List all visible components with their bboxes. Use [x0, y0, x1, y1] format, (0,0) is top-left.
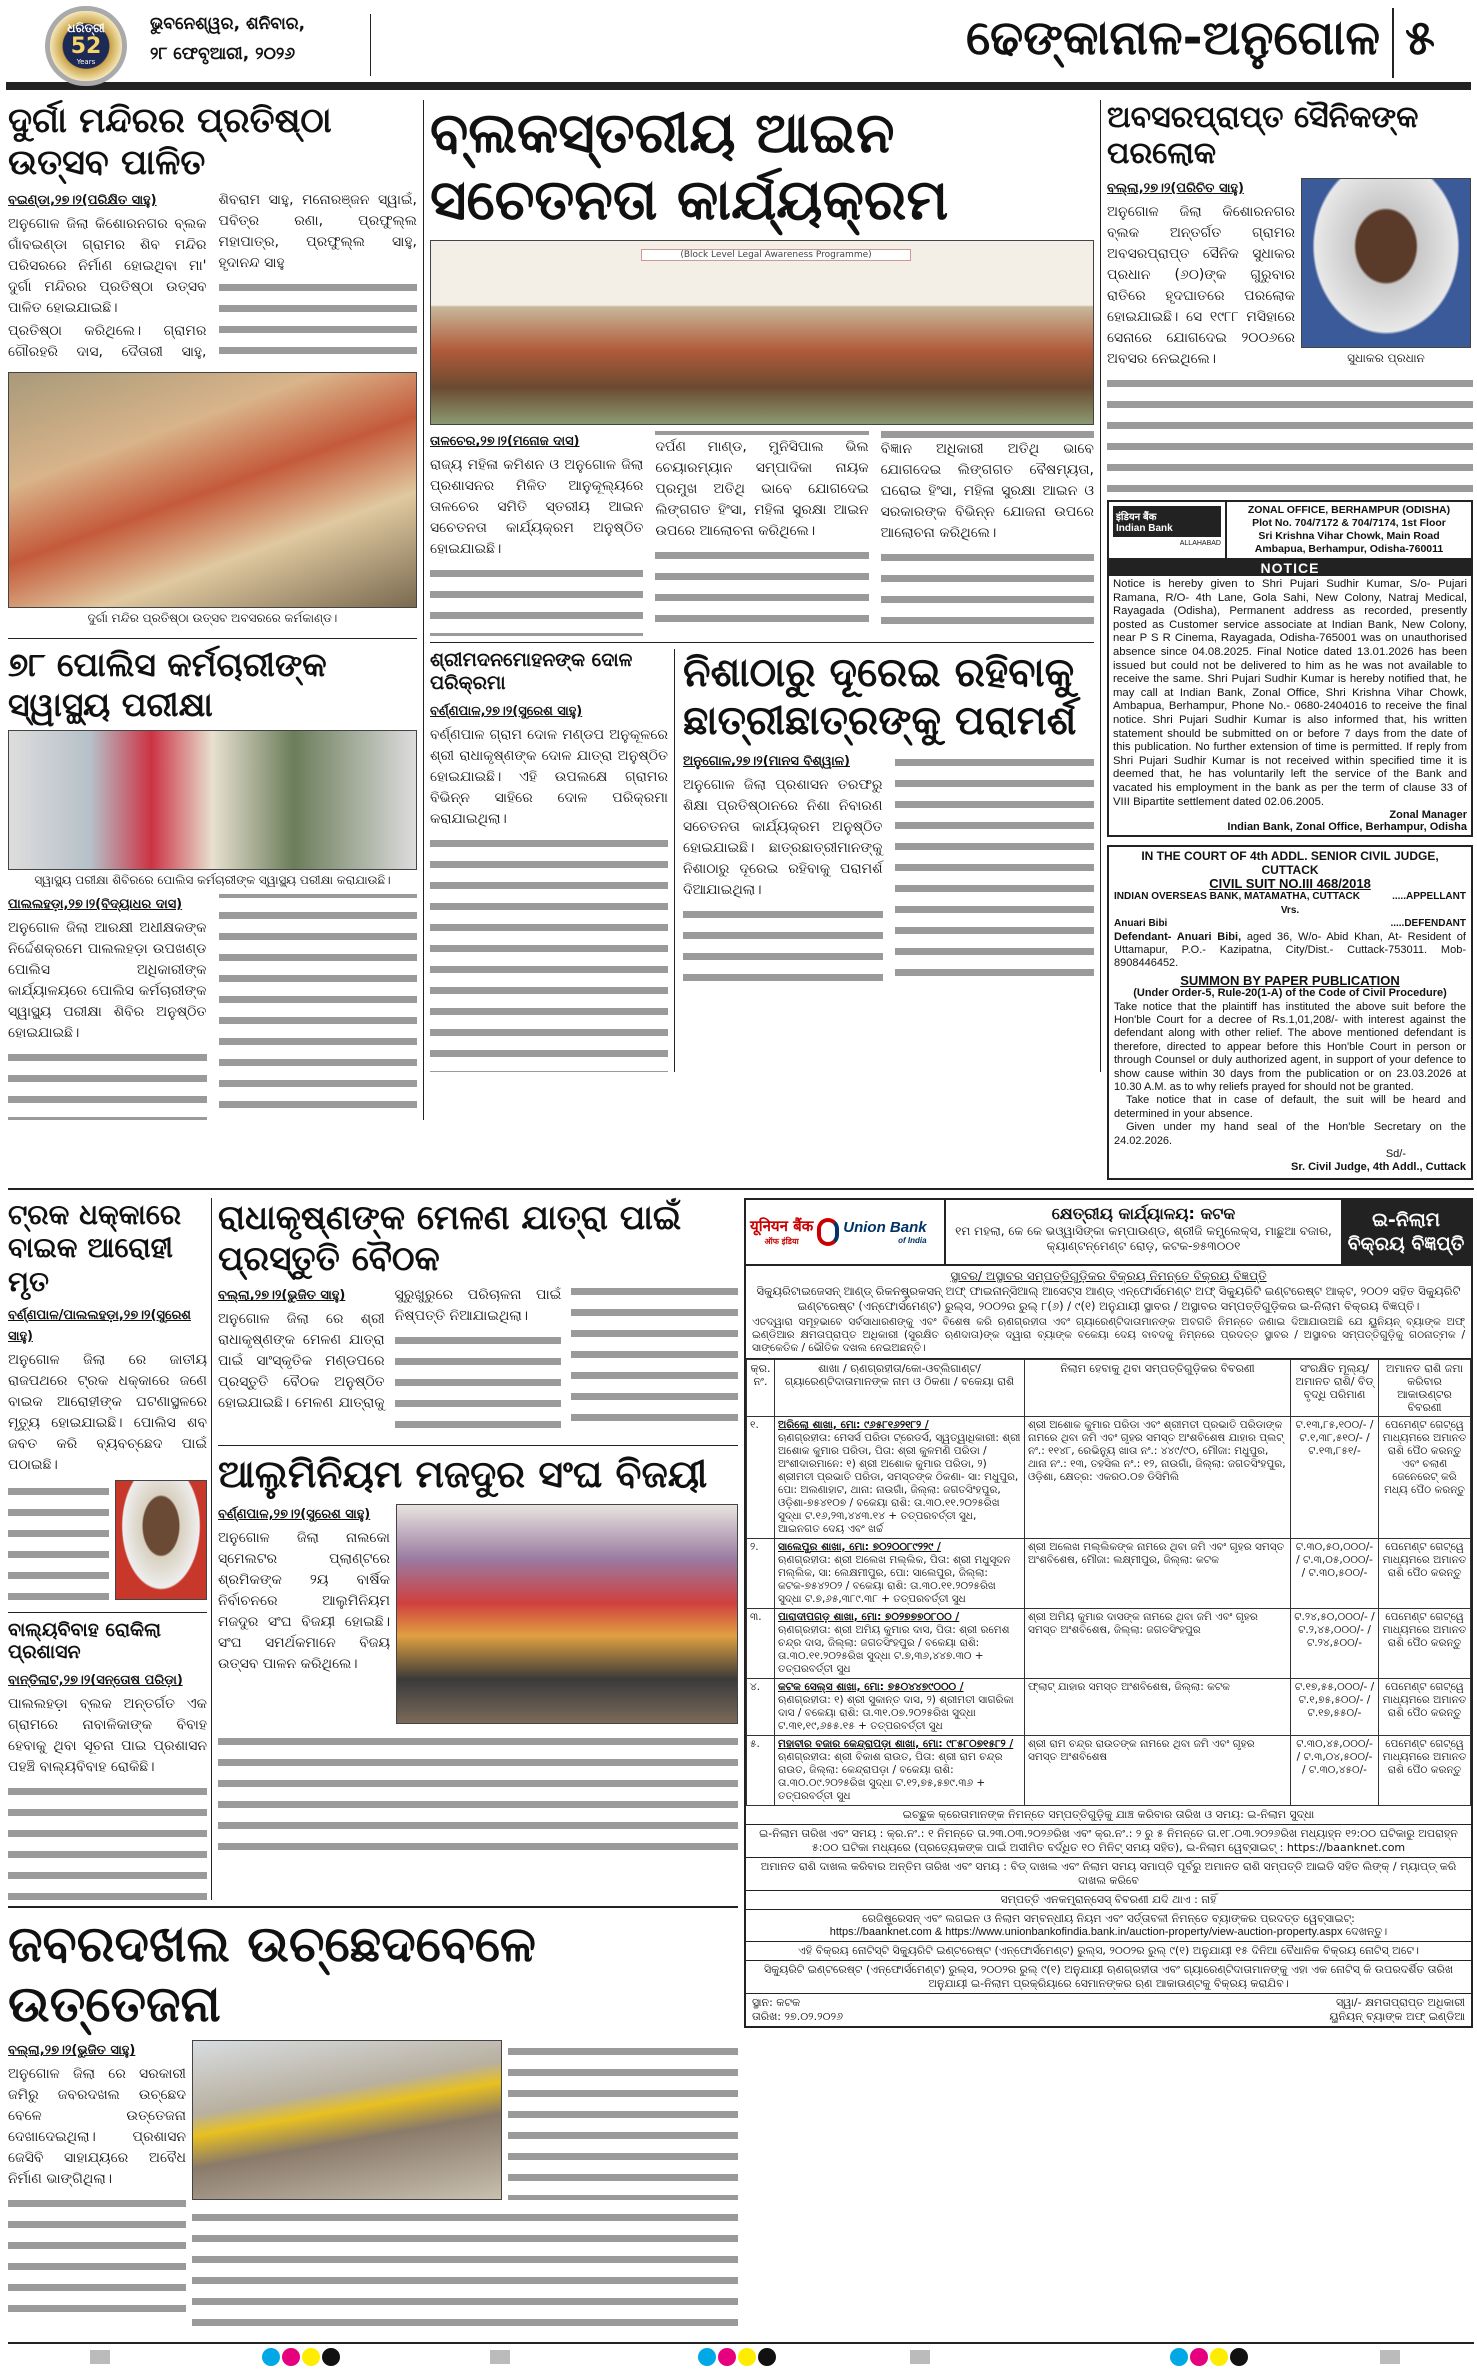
section-title: ଢେଙ୍କାନାଳ-ଅନୁଗୋଳ [965, 10, 1380, 66]
article-balya: ବାନ୍ତିଲାଟ,୨୭।୨(ସନ୍ତୋଷ ପରିଡ଼ା) ପାଲଲହଡ଼ା ବ୍ଲକ ଅନ୍ତର୍ଗତ ଏକ ଗ୍ରାମରେ ନାବାଳିକାଙ୍କ ବିବାହ ହେବାକୁ ଥିବା ସୂଚନା ପାଇ ପ୍ରଶାସନ ପହଞ୍ଚି ବାଲ୍ୟବିବାହ ରୋକିଛି। [8, 1670, 207, 1900]
property-details: ଶ୍ରୀ ରାମ ଚନ୍ଦ୍ର ରାଉତଙ୍କ ନାମରେ ଥିବା ଜମି ଏବଂ ଗୃହର ସମସ୍ତ ଅଂଶବିଶେଷ [1025, 1735, 1291, 1805]
top-band [0, 92, 1477, 1180]
article-legal: ତାଳଚେର,୨୭।୨(ମନୋଜ ଦାସ) ରାଜ୍ୟ ମହିଳା କମିଶନ ଓ ଅନୁଗୋଳ ଜିଲା ପ୍ରଶାସନର ମିଳିତ ଆନୁକୂଲ୍ୟରେ ତାଳଚେର ସମିତି ସ୍ତରୀୟ ଆଇନ ସଚେତନତା କାର୍ଯ୍ୟକ୍ରମ ଅନୁଷ୍ଠିତ ହୋଇଯାଇଛି। ଦର୍ପଣ ମାଣ୍ଡ, ମୁନିସିପାଲ ଭିଲ ଚେୟାରମ୍ୟାନ ସମ୍ପାଦିକା ନାୟକ ପ୍ରମୁଖ ଅତିଥି ଭାବେ ଯୋଗଦେଇ ଲିଙ୍ଗଗତ ହିଂସା, ମହିଳା ସୁରକ୍ଷା ଆଇନ ଉପରେ ଆଲୋଚନା କରିଥିଲେ। ବିଜ୍ଞାନ ଅଧିକାରୀ ଅତିଥି ଭାବେ ଯୋଗଦେଇ ଲିଙ୍ଗଗତ ବୈଷମ୍ୟତା, ଘରୋଇ ହିଂସା, ମହିଳା ସୁରକ୍ଷା ଆଇନ ଓ ସରକାରଙ୍କ ବିଭିନ୍ନ ଯୋଜନା ଉପରେ ଆଲୋଚନା କରିଥିଲେ। [430, 431, 1094, 636]
auction-row: ୩. ପାରାଦୀପଗଡ଼ ଶାଖା, ମୋ: ୭୦୨୭୭୭୦୮୦୦ / ଋଣଗ୍ରହୀତା: ଶ୍ରୀ ଅମିୟ କୁମାର ଦାସ, ପିତା: ଶ୍ରୀ ରମେଶ ଚନ୍ଦ୍ର ଦାସ, ଜିଲ୍ଲା: ଜଗତସିଂହପୁର / ବକେୟା ରାଶି: ତା.୩୦.୧୧.୨୦୨୫ରିଖ ସୁଦ୍ଧା ଟ.୭,୩୬,୪୪୭.୩୦ + ତତ୍ପରବର୍ତ୍ତୀ ସୁଧ ଶ୍ରୀ ଅମିୟ କୁମାର ଦାସଙ୍କ ନାମରେ ଥିବା ଜମି ଏବଂ ଗୃହର ସମସ୍ତ ଅଂଶବିଶେଷ, ଜିଲ୍ଲା: ଜଗତସିଂହପୁର ଟ.୨୪,୫୦,୦୦୦/- / ଟ.୨,୪୫,୦୦୦/- / ଟ.୨୪,୫୦୦/- ପେମେଣ୍ଟ ଗେଟ୍‌ୱେ ମାଧ୍ୟମରେ ଅମାନତ ରାଶି ପୈଠ କରନ୍ତୁ [747, 1608, 1471, 1678]
headline-alu: ଆଲୁମିନିୟମ ମଜଦୁର ସଂଘ ବିଜୟୀ [218, 1452, 708, 1497]
article-durga: ବଇଣ୍ଡା,୨୭।୨(ପରିକ୍ଷିତ ସାହୁ) ଅନୁଗୋଳ ଜିଲା କିଶୋରନଗର ବ୍ଲକ ଗାଁବଇଣ୍ଡା ଗ୍ରାମର ଶିବ ମନ୍ଦିର ପରିସରରେ ନିର୍ମାଣ ହୋଇଥିବା ମା' ଦୁର୍ଗା ମନ୍ଦିରର ପ୍ରତିଷ୍ଠା ଉତ୍ସବ ପାଳିତ ହୋଇଯାଇଛି। ପ୍ରତିଷ୍ଠା କରିଥିଲେ। ଗ୍ରାମର ଗୌରହରି ଦାସ, ଦୈତାରୀ ସାହୁ, ଶିବରାମ ସାହୁ, ମନୋରଞ୍ଜନ ସ୍ୱାଇଁ, ପବିତ୍ର ରଣା, ପ୍ରଫୁଲ୍ଲ ମହାପାତ୍ର, ପ୍ରଫୁଲ୍ଲ ସାହୁ, ହୃଦାନନ୍ଦ ସାହୁ [8, 190, 417, 366]
caption-soldier: ସୁଧାକର ପ୍ରଧାନ [1347, 351, 1425, 365]
union-bank-auction-notice: यूनियन बैंक ऑफ इंडिया Union Bank of India କ୍ଷେତ୍ରୀୟ କାର୍ଯ୍ୟାଳୟ: କଟକ ୧ମ ମହଲା, କେ କେ ଭଓ୍ୱାସିଙ୍କା କମ୍ପାଉଣ୍ଡ, ଶ୍ରୀଜି କମ୍ପ୍ଲେକ୍ସ, ମାଛୁଆ ବଜାର, କ୍ୟାଣ୍ଟନ୍‌ମେଣ୍ଟ ରୋଡ଼, କଟକ-୭୫୩୦୦୧ ଇ-ନିଲାମ ବିକ୍ରୟ ବିଜ୍ଞପ୍ତି ସ୍ଥାବର/ ଅସ୍ଥାବର ସମ୍ପତ୍ତିଗୁଡ଼ିକର ବିକ୍ରୟ ନିମନ୍ତେ ବିକ୍ରୟ ବିଜ୍ଞପ୍ତି ସିକ୍ୟୁରିଟାଇଜେସନ୍ ଆଣ୍ଡ୍ ରିକନଷ୍ଟ୍ରକସନ୍ ଅଫ୍ ଫାଇନାନ୍‌ସିଆଲ୍ ଆସେଟ୍ସ ଆଣ୍ଡ୍ ଏନ୍‌ଫୋର୍ସମେଣ୍ଟ ଅଫ୍ ସିକ୍ୟୁରିଟି ଇଣ୍ଟରେଷ୍ଟ ଆକ୍ଟ, ୨୦୦୨ ସହିତ ସିକ୍ୟୁରିଟି ଇଣ୍ଟରେଷ୍ଟ (ଏନ୍‌ଫୋର୍ସମେଣ୍ଟ) ରୁଲ୍ସ, ୨୦୦୨ର ରୁଲ୍ ୮(୬) / ୯(୧) ଅନୁଯାୟୀ ସ୍ଥାବର / ଅସ୍ଥାବର ସମ୍ପତ୍ତିଗୁଡ଼ିକର ଇ-ନିଲାମ ବିକ୍ରୟ ବିଜ୍ଞପ୍ତି। ଏତଦ୍ୱାରା ସମୂହଭାବେ ସର୍ବସାଧାରଣଙ୍କୁ ଏବଂ ବିଶେଷ କରି ଋଣଗ୍ରହୀତା ଏବଂ ଗ୍ୟାରେଣ୍ଟିଦାତାମାନଙ୍କ ଅବଗତି ନିମନ୍ତେ ଜଣାଇ ଦିଆଯାଉଅଛି ଯେ ୟୁନିୟନ୍ ବ୍ୟାଙ୍କ ଅଫ୍ ଇଣ୍ଡିଆର କ୍ଷମତାପ୍ରାପ୍ତ ଅଧିକାରୀ (ସୁରକ୍ଷିତ ଋଣଦାତା)ଙ୍କ ଦ୍ୱାରା ବ୍ୟାଙ୍କ ବକେୟା ଦେୟ ବାବଦକୁ ନିମ୍ନରେ ପ୍ରଦତ୍ତ ସ୍ଥାବର / ଅସ୍ଥାବର ସମ୍ପତ୍ତିଗୁଡ଼ିକୁ ଗଠନାତ୍ମକ / ସାଙ୍କେତିକ / ଭୌତିକ ଦଖଲ ନେଇଅଛନ୍ତି। କ୍ର. ନଂ. ଶାଖା / ଋଣଗ୍ରହୀତା/କୋ-ଓବ୍ଲିଗାଣ୍ଟ/ ଗ୍ୟାରେଣ୍ଟିଦାତାମାନଙ୍କ ନାମ ଓ ଠିକଣା / ବକେୟା ରାଶି ନିଲାମ ହେବାକୁ ଥିବା ସମ୍ପତ୍ତିଗୁଡ଼ିକର ବିବରଣୀ ସଂରକ୍ଷିତ ମୂଲ୍ୟ/ ଅମାନତ ରାଶି/ ବିଡ୍ ବୃଦ୍ଧି ପରିମାଣ ଅମାନତ ରାଶି ଜମା କରିବାର ଆକାଉଣ୍ଟର ବିବରଣୀ ୧. ଅରିଲୋ ଶାଖା, ମୋ: ୯୬୫୮୧୬୨୧୮୨ / ଋଣଗ୍ରହୀତା: ମେସର୍ସ ପରିଡା ଟ୍ରେଡର୍ସ, ସ୍ୱତ୍ୱାଧିକାରୀ: ଶ୍ରୀ ଅଶୋକ କୁମାର ପରିଡା, ପିତା: ଶ୍ରୀ କୁଳମଣି ପରିଡା / ଅଂଶୀଦାରମାନେ: ୧) ଶ୍ରୀ ଅଶୋକ କୁମାର ପରିଡା, ୨) ଶ୍ରୀମତୀ ପ୍ରଭାତି ପରିଡା, ସମସ୍ତଙ୍କ ଠିକଣା- ସା: ମଧୁପୁର, ପୋ: ଅଲଣାହାଟ, ଥାନା: ନାଉଗାଁ, ଜିଲ୍ଲା: ଜଗତସିଂହପୁର, ଓଡ଼ିଶା-୭୫୪୧୦୭ / ବକେୟା ରାଶି: ତା.୩୦.୧୧.୨୦୨୫ରିଖ ସୁଦ୍ଧା ଟ.୧୬,୨୩,୪୪୩.୧୪ + ତତ୍ପରବର୍ତ୍ତୀ ସୁଧ, ଆଇନଗତ ଦେୟ ଏବଂ ଖର୍ଚ୍ଚ ଶ୍ରୀ ଅଶୋକ କୁମାର ପରିଡା ଏବଂ ଶ୍ରୀମତୀ ପ୍ରଭାତି ପରିଡାଙ୍କ ନାମରେ ଥିବା ଜମି ଏବଂ ଗୃହର ସମସ୍ତ ଅଂଶବିଶେଷ ଯାହାର ପ୍ଲଟ୍ ନଂ.: ୧୧୪୮, ରେଭିନ୍ୟୁ ଖାତା ନଂ.: ୪୪୯/୯୦, ମୌଜା: ମଧୁପୁର, ଥାନା ନଂ.: ୧୩, ତହସିଲ ନଂ.: ୧୨, ନାଉଗାଁ, ଜିଲ୍ଲା: ଜଗତସିଂହପୁର, ଓଡ଼ିଶା, କ୍ଷେତ୍ର: ଏକର୦.୦୭ ଡିସିମିଲି ଟ.୧୩,୮୫,୧୦୦/- / ଟ.୧,୩୮,୫୧୦/- / ଟ.୧୩,୮୫୧/- ପେମେଣ୍ଟ ଗେଟ୍‌ୱେ ମାଧ୍ୟମରେ ଅମାନତ ରାଶି ପୈଠ କରନ୍ତୁ ଏବଂ ଚଲାଣ ଜେନେରେଟ୍ କରି ମଧ୍ୟ ପୈଠ କରନ୍ତୁ ୨. ସାଲେପୁର ଶାଖା, ମୋ: ୭୦୨୦୦୮୯୨୨୯ / ଋଣଗ୍ରହୀତା: ଶ୍ରୀ ଅଲେଖ ମଲ୍ଲିକ, ପିତା: ଶ୍ରୀ ମଧୁସୂଦନ ମଲ୍ଲିକ, ସା: ଲେକ୍ଷମୀପୁର, ପୋ: ସାଲେପୁର, ଜିଲ୍ଲା: କଟକ-୭୫୪୨୦୨ / ବକେୟା ରାଶି: ତା.୩୦.୧୧.୨୦୨୫ରିଖ ସୁଦ୍ଧା ଟ.୭,୬୫,୩୮୯.୩୮ + ତତ୍ପରବର୍ତ୍ତୀ ସୁଧ ଶ୍ରୀ ଅଲେଖ ମଲ୍ଲିକଙ୍କ ନାମରେ ଥିବା ଜମି ଏବଂ ଗୃହର ସମସ୍ତ ଅଂଶବିଶେଷ, ମୌଜା: ଲକ୍ଷ୍ମୀପୁର, ଜିଲ୍ଲା: କଟକ ଟ.୩୦,୫୦,୦୦୦/- / ଟ.୩,୦୫,୦୦୦/- / ଟ.୩୦,୫୦୦/- ପେମେଣ୍ଟ ଗେଟ୍‌ୱେ ମାଧ୍ୟମରେ ଅମାନତ ରାଶି ପୈଠ କରନ୍ତୁ ୩. ପାରାଦୀପଗଡ଼ ଶାଖା, ମୋ: ୭୦୨୭୭୭୦୮୦୦ / ଋଣଗ୍ରହୀତା: ଶ୍ରୀ ଅମିୟ କୁମାର ଦାସ, ପିତା: ଶ୍ରୀ ରମେଶ ଚନ୍ଦ୍ର ଦାସ, ଜିଲ୍ଲା: ଜଗତସିଂହପୁର / ବକେୟା ରାଶି: ତା.୩୦.୧୧.୨୦୨୫ରିଖ ସୁଦ୍ଧା ଟ.୭,୩୬,୪୪୭.୩୦ + ତତ୍ପରବର୍ତ୍ତୀ ସୁଧ ଶ୍ରୀ ଅମିୟ କୁମାର ଦାସଙ୍କ ନାମରେ ଥିବା ଜମି ଏବଂ ଗୃହର ସମସ୍ତ ଅଂଶବିଶେଷ, ଜିଲ୍ଲା: ଜଗତସିଂହପୁର ଟ.୨୪,୫୦,୦୦୦/- / ଟ.୨,୪୫,୦୦୦/- / ଟ.୨୪,୫୦୦/- ପେମେଣ୍ଟ ଗେଟ୍‌ୱେ ମାଧ୍ୟମରେ ଅମାନତ ରାଶି ପୈଠ କରନ୍ତୁ ୪. କଟକ ସେଲ୍‌ସ ଶାଖା, ମୋ: ୭୫୦୪୪୭୯୦୦୦ / ଋଣଗ୍ରହୀତା: ୧) ଶ୍ରୀ ସୁକାନ୍ତ ଦାସ, ୨) ଶ୍ରୀମତୀ ସାଗରିକା ଦାସ / ବକେୟା ରାଶି: ତା.୩୧.୦୭.୨୦୨୫ରିଖ ସୁଦ୍ଧା ଟ.୩୧,୧୯,୬୫୫.୧୫ + ତତ୍ପରବର୍ତ୍ତୀ ସୁଧ ଫ୍ଲାଟ୍ ଯାହାର ସମସ୍ତ ଅଂଶବିଶେଷ, ଜିଲ୍ଲା: କଟକ ଟ.୧୭,୫୫,୦୦୦/- / ଟ.୧,୭୫,୫୦୦/- / ଟ.୧୭,୫୫୦/- ପେମେଣ୍ଟ ଗେଟ୍‌ୱେ ମାଧ୍ୟମରେ ଅମାନତ ରାଶି ପୈଠ କରନ୍ତୁ ୫. ମହାବୀର ବଜାର କେନ୍ଦ୍ରାପଡ଼ା ଶାଖା, ମୋ: ୯୮୫୮୦୭୧୫୮୨ / ଋଣଗ୍ରହୀତା: ଶ୍ରୀ ବିକାଶ ରାଉତ, ପିତା: ଶ୍ରୀ ରାମ ଚନ୍ଦ୍ର ରାଉତ, ଜିଲ୍ଲା: କେନ୍ଦ୍ରାପଡ଼ା / ବକେୟା ରାଶି: ତା.୩୦.୦୯.୨୦୨୫ରିଖ ସୁଦ୍ଧା ଟ.୧୨,୭୫,୫୭୯.୩୬ + ତତ୍ପରବର୍ତ୍ତୀ ସୁଧ ଶ୍ରୀ ରାମ ଚନ୍ଦ୍ର ରାଉତଙ୍କ ନାମରେ ଥିବା ଜମି ଏବଂ ଗୃହର ସମସ୍ତ ଅଂଶବିଶେଷ ଟ.୩୦,୪୫,୦୦୦/- / ଟ.୩,୦୪,୫୦୦/- / ଟ.୩୦,୪୫୦/- ପେମେଣ୍ଟ ଗେଟ୍‌ୱେ ମାଧ୍ୟମରେ ଅମାନତ ରାଶି ପୈଠ କରନ୍ତୁ ଇଚ୍ଛୁକ କ୍ରେତାମାନଙ୍କ ନିମନ୍ତେ ସମ୍ପତ୍ତିଗୁଡ଼ିକୁ ଯାଞ୍ଚ କରିବାର ତାରିଖ ଓ ସମୟ: ଇ-ନିଲାମ ସୁଦ୍ଧା ଇ-ନିଲାମ ତାରିଖ ଏବଂ ସମୟ : କ୍ର.ନଂ.: ୧ ନିମନ୍ତେ ତା.୨୩.୦୩.୨୦୨୬ରିଖ ଏବଂ କ୍ର.ନଂ.: ୨ ରୁ ୫ ନିମନ୍ତେ ତା.୧୮.୦୩.୨୦୨୬ରିଖ ମଧ୍ୟାହ୍ନ ୧୨:୦୦ ଘଟିକାରୁ ଅପରାହ୍ନ ୫:୦୦ ଘଟିକା ମଧ୍ୟରେ (ପ୍ରତ୍ୟେକଙ୍କ ପାଇଁ ଅସୀମିତ ବର୍ଦ୍ଧିତ ୧୦ ମିନିଟ୍ ସମୟ ସହିତ), ଇ-ନିଲାମ ୱେବ୍‌ସାଇଟ୍ : https://baanknet.com ଅମାନତ ରାଶି ଦାଖଲ କରିବାର ଅନ୍ତିମ ତାରିଖ ଏବଂ ସମୟ : ବିଡ୍ ଦାଖଲ ଏବଂ ନିଲାମ ସମୟ ସମାପ୍ତି ପୂର୍ବରୁ ଅମାନତ ରାଶି ସମ୍ପତ୍ତି ଆଇଡି ସହିତ ଲିଙ୍କ୍ / ମ୍ୟାପ୍‌ଡ୍ କରି ଦାଖଲ କରିବେ ସମ୍ପତ୍ତି ଏନକମ୍ବ୍ରାନ୍‌ସେସ୍ ବିବରଣୀ ଯଦି ଥାଏ : ନାହିଁ ରେଜିଷ୍ଟ୍ରେସନ୍ ଏବଂ ଲଗଇନ ଓ ନିଲାମ ସମ୍ବନ୍ଧୀୟ ନିୟମ ଏବଂ ସର୍ତ୍ତାବଳୀ ନିମନ୍ତେ ବ୍ୟାଙ୍କର ପ୍ରଦତ୍ତ ୱେବ୍‌ସାଇଟ୍: https://baanknet.com & https://www.unionbankofindia.bank.in/auction-property/view-auction-property.aspx ଦେଖନ୍ତୁ। ଏହି ବିକ୍ରୟ ନୋଟିସ୍‌ଟି ସିକ୍ୟୁରିଟି ଇଣ୍ଟରେଷ୍ଟ (ଏନ୍‌ଫୋର୍ସମେଣ୍ଟ) ରୁଲ୍ସ, ୨୦୦୨ର ରୁଲ୍ ୯(୧) ଅନୁଯାୟୀ ୧୫ ଦିନିଆ ବୈଧାନିକ ବିକ୍ରୟ ନୋଟିସ୍ ଅଟେ। ସିକ୍ୟୁରିଟି ଇଣ୍ଟରେଷ୍ଟ (ଏନ୍‌ଫୋର୍ସମେଣ୍ଟ) ରୁଲ୍ସ, ୨୦୦୨ର ରୁଲ୍ ୯(୧) ଅନୁଯାୟୀ ଋଣଗ୍ରହୀତା ଏବଂ ଗ୍ୟାରେଣ୍ଟିଦାତାମାନଙ୍କୁ ଏହା ଏକ ନୋଟିସ୍ କି ଉପରଦର୍ଶିତ ତାରିଖ ଅନୁଯାୟୀ ଇ-ନିଲାମ ପ୍ରକ୍ରିୟାରେ ସେମାନଙ୍କର ଋଣ ଆକାଉଣ୍ଟକୁ ବିକ୍ରୟ କରାଯିବ। ସ୍ଥାନ: କଟକ ତାରିଖ: ୨୭.୦୨.୨୦୨୬ ସ୍ୱା/- କ୍ଷମତାପ୍ରାପ୍ତ ଅଧିକାରୀ ୟୁନିୟନ୍ ବ୍ୟାଙ୍କ ଅଫ୍ ଇଣ୍ଡିଆ [744, 1198, 1473, 2028]
branch-name: କଟକ ସେଲ୍‌ସ ଶାଖା, ମୋ: ୭୫୦୪୪୭୯୦୦୦ / [778, 1680, 964, 1693]
article-jabar: ବଲ୍ଲା,୨୭।୨(ଭୁଜିତ ସାହୁ) ଅନୁଗୋଳ ଜିଲା ରେ ସରକାରୀ ଜମିରୁ ଜବରଦଖଲ ଉଚ୍ଛେଦ ବେଳେ ଉତ୍ତେଜନା ଦେଖାଦେଇଥିଲା। ପ୍ରଶାସନ ଜେସିବି ସାହାଯ୍ୟରେ ଅବୈଧ ନିର୍ମାଣ ଭାଙ୍ଗିଥିଲା। [8, 2040, 186, 2312]
logo: ଧରିତ୍ରୀ 52 Years [45, 6, 127, 86]
branch-name: ପାରାଦୀପଗଡ଼ ଶାଖା, ମୋ: ୭୦୨୭୭୭୦୮୦୦ / [778, 1610, 960, 1623]
union-bank-logo: यूनियन बैंक ऑफ इंडिया Union Bank of India [746, 1200, 946, 1264]
headline-truck: ଟ୍ରକ ଧକ୍କାରେ ବାଇକ ଆରୋହୀ ମୃତ [8, 1197, 182, 1299]
photo-accident-victim [115, 1480, 207, 1600]
bottom-band [0, 1190, 1477, 2332]
auction-property-table: କ୍ର. ନଂ. ଶାଖା / ଋଣଗ୍ରହୀତା/କୋ-ଓବ୍ଲିଗାଣ୍ଟ/ ଗ୍ୟାରେଣ୍ଟିଦାତାମାନଙ୍କ ନାମ ଓ ଠିକଣା / ବକେୟା ରାଶି ନିଲାମ ହେବାକୁ ଥିବା ସମ୍ପତ୍ତିଗୁଡ଼ିକର ବିବରଣୀ ସଂରକ୍ଷିତ ମୂଲ୍ୟ/ ଅମାନତ ରାଶି/ ବିଡ୍ ବୃଦ୍ଧି ପରିମାଣ ଅମାନତ ରାଶି ଜମା କରିବାର ଆକାଉଣ୍ଟର ବିବରଣୀ ୧. ଅରିଲୋ ଶାଖା, ମୋ: ୯୬୫୮୧୬୨୧୮୨ / ଋଣଗ୍ରହୀତା: ମେସର୍ସ ପରିଡା ଟ୍ରେଡର୍ସ, ସ୍ୱତ୍ୱାଧିକାରୀ: ଶ୍ରୀ ଅଶୋକ କୁମାର ପରିଡା, ପିତା: ଶ୍ରୀ କୁଳମଣି ପରିଡା / ଅଂଶୀଦାରମାନେ: ୧) ଶ୍ରୀ ଅଶୋକ କୁମାର ପରିଡା, ୨) ଶ୍ରୀମତୀ ପ୍ରଭାତି ପରିଡା, ସମସ୍ତଙ୍କ ଠିକଣା- ସା: ମଧୁପୁର, ପୋ: ଅଲଣାହାଟ, ଥାନା: ନାଉଗାଁ, ଜିଲ୍ଲା: ଜଗତସିଂହପୁର, ଓଡ଼ିଶା-୭୫୪୧୦୭ / ବକେୟା ରାଶି: ତା.୩୦.୧୧.୨୦୨୫ରିଖ ସୁଦ୍ଧା ଟ.୧୬,୨୩,୪୪୩.୧୪ + ତତ୍ପରବର୍ତ୍ତୀ ସୁଧ, ଆଇନଗତ ଦେୟ ଏବଂ ଖର୍ଚ୍ଚ ଶ୍ରୀ ଅଶୋକ କୁମାର ପରିଡା ଏବଂ ଶ୍ରୀମତୀ ପ୍ରଭାତି ପରିଡାଙ୍କ ନାମରେ ଥିବା ଜମି ଏବଂ ଗୃହର ସମସ୍ତ ଅଂଶବିଶେଷ ଯାହାର ପ୍ଲଟ୍ ନଂ.: ୧୧୪୮, ରେଭିନ୍ୟୁ ଖାତା ନଂ.: ୪୪୯/୯୦, ମୌଜା: ମଧୁପୁର, ଥାନା ନଂ.: ୧୩, ତହସିଲ ନଂ.: ୧୨, ନାଉଗାଁ, ଜିଲ୍ଲା: ଜଗତସିଂହପୁର, ଓଡ଼ିଶା, କ୍ଷେତ୍ର: ଏକର୦.୦୭ ଡିସିମିଲି ଟ.୧୩,୮୫,୧୦୦/- / ଟ.୧,୩୮,୫୧୦/- / ଟ.୧୩,୮୫୧/- ପେମେଣ୍ଟ ଗେଟ୍‌ୱେ ମାଧ୍ୟମରେ ଅମାନତ ରାଶି ପୈଠ କରନ୍ତୁ ଏବଂ ଚଲାଣ ଜେନେରେଟ୍ କରି ମଧ୍ୟ ପୈଠ କରନ୍ତୁ ୨. ସାଲେପୁର ଶାଖା, ମୋ: ୭୦୨୦୦୮୯୨୨୯ / ଋଣଗ୍ରହୀତା: ଶ୍ରୀ ଅଲେଖ ମଲ୍ଲିକ, ପିତା: ଶ୍ରୀ ମଧୁସୂଦନ ମଲ୍ଲିକ, ସା: ଲେକ୍ଷମୀପୁର, ପୋ: ସାଲେପୁର, ଜିଲ୍ଲା: କଟକ-୭୫୪୨୦୨ / ବକେୟା ରାଶି: ତା.୩୦.୧୧.୨୦୨୫ରିଖ ସୁଦ୍ଧା ଟ.୭,୬୫,୩୮୯.୩୮ + ତତ୍ପରବର୍ତ୍ତୀ ସୁଧ ଶ୍ରୀ ଅଲେଖ ମଲ୍ଲିକଙ୍କ ନାମରେ ଥିବା ଜମି ଏବଂ ଗୃହର ସମସ୍ତ ଅଂଶବିଶେଷ, ମୌଜା: ଲକ୍ଷ୍ମୀପୁର, ଜିଲ୍ଲା: କଟକ ଟ.୩୦,୫୦,୦୦୦/- / ଟ.୩,୦୫,୦୦୦/- / ଟ.୩୦,୫୦୦/- ପେମେଣ୍ଟ ଗେଟ୍‌ୱେ ମାଧ୍ୟମରେ ଅମାନତ ରାଶି ପୈଠ କରନ୍ତୁ ୩. ପାରାଦୀପଗଡ଼ ଶାଖା, ମୋ: ୭୦୨୭୭୭୦୮୦୦ / ଋଣଗ୍ରହୀତା: ଶ୍ରୀ ଅମିୟ କୁମାର ଦାସ, ପିତା: ଶ୍ରୀ ରମେଶ ଚନ୍ଦ୍ର ଦାସ, ଜିଲ୍ଲା: ଜଗତସିଂହପୁର / ବକେୟା ରାଶି: ତା.୩୦.୧୧.୨୦୨୫ରିଖ ସୁଦ୍ଧା ଟ.୭,୩୬,୪୪୭.୩୦ + ତତ୍ପରବର୍ତ୍ତୀ ସୁଧ ଶ୍ରୀ ଅମିୟ କୁମାର ଦାସଙ୍କ ନାମରେ ଥିବା ଜମି ଏବଂ ଗୃହର ସମସ୍ତ ଅଂଶବିଶେଷ, ଜିଲ୍ଲା: ଜଗତସିଂହପୁର ଟ.୨୪,୫୦,୦୦୦/- / ଟ.୨,୪୫,୦୦୦/- / ଟ.୨୪,୫୦୦/- ପେମେଣ୍ଟ ଗେଟ୍‌ୱେ ମାଧ୍ୟମରେ ଅମାନତ ରାଶି ପୈଠ କରନ୍ତୁ ୪. କଟକ ସେଲ୍‌ସ ଶାଖା, ମୋ: ୭୫୦୪୪୭୯୦୦୦ / ଋଣଗ୍ରହୀତା: ୧) ଶ୍ରୀ ସୁକାନ୍ତ ଦାସ, ୨) ଶ୍ରୀମତୀ ସାଗରିକା ଦାସ / ବକେୟା ରାଶି: ତା.୩୧.୦୭.୨୦୨୫ରିଖ ସୁଦ୍ଧା ଟ.୩୧,୧୯,୬୫୫.୧୫ + ତତ୍ପରବର୍ତ୍ତୀ ସୁଧ ଫ୍ଲାଟ୍ ଯାହାର ସମସ୍ତ ଅଂଶବିଶେଷ, ଜିଲ୍ଲା: କଟକ ଟ.୧୭,୫୫,୦୦୦/- / ଟ.୧,୭୫,୫୦୦/- / ଟ.୧୭,୫୫୦/- ପେମେଣ୍ଟ ଗେଟ୍‌ୱେ ମାଧ୍ୟମରେ ଅମାନତ ରାଶି ପୈଠ କରନ୍ତୁ ୫. ମହାବୀର ବଜାର କେନ୍ଦ୍ରାପଡ଼ା ଶାଖା, ମୋ: ୯୮୫୮୦୭୧୫୮୨ / ଋଣଗ୍ରହୀତା: ଶ୍ରୀ ବିକାଶ ରାଉତ, ପିତା: ଶ୍ରୀ ରାମ ଚନ୍ଦ୍ର ରାଉତ, ଜିଲ୍ଲା: କେନ୍ଦ୍ରାପଡ଼ା / ବକେୟା ରାଶି: ତା.୩୦.୦୯.୨୦୨୫ରିଖ ସୁଦ୍ଧା ଟ.୧୨,୭୫,୫୭୯.୩୬ + ତତ୍ପରବର୍ତ୍ତୀ ସୁଧ ଶ୍ରୀ ରାମ ଚନ୍ଦ୍ର ରାଉତଙ୍କ ନାମରେ ଥିବା ଜମି ଏବଂ ଗୃହର ସମସ୍ତ ଅଂଶବିଶେଷ ଟ.୩୦,୪୫,୦୦୦/- / ଟ.୩,୦୪,୫୦୦/- / ଟ.୩୦,୪୫୦/- ପେମେଣ୍ଟ ଗେଟ୍‌ୱେ ମାଧ୍ୟମରେ ଅମାନତ ରାଶି ପୈଠ କରନ୍ତୁ [746, 1359, 1471, 1806]
photo-soldier [1301, 178, 1471, 348]
reserve-price: ଟ.୧୩,୮୫,୧୦୦/- / ଟ.୧,୩୮,୫୧୦/- / ଟ.୧୩,୮୫୧/- [1291, 1416, 1379, 1538]
masthead [0, 0, 1477, 92]
masthead-rule [6, 82, 1471, 90]
borrower-details: ଋଣଗ୍ରହୀତା: ୧) ଶ୍ରୀ ସୁକାନ୍ତ ଦାସ, ୨) ଶ୍ରୀମତୀ ସାଗରିକା ଦାସ / ବକେୟା ରାଶି: ତା.୩୧.୦୭.୨୦୨୫ରିଖ ସୁଦ୍ଧା ଟ.୩୧,୧୯,୬୫୫.୧୫ + ତତ୍ପରବର୍ତ୍ତୀ ସୁଧ [778, 1693, 1014, 1732]
article-nisha: ଅନୁଗୋଳ,୨୭।୨(ମାନସ ବିଶ୍ୱାଳ) ଅନୁଗୋଳ ଜିଲା ପ୍ରଶାସନ ତରଫରୁ ଶିକ୍ଷା ପ୍ରତିଷ୍ଠାନରେ ନିଶା ନିବାରଣ ସଚେତନତା କାର୍ଯ୍ୟକ୍ରମ ଅନୁଷ୍ଠିତ ହୋଇଯାଇଛି। ଛାତ୍ରଛାତ୍ରୀମାନଙ୍କୁ ନିଶାଠାରୁ ଦୂରେଇ ରହିବାକୁ ପରାମର୍ଶ ଦିଆଯାଇଥିଲା। [683, 751, 1094, 987]
headline-balya: ବାଲ୍ୟବିବାହ ରୋକିଲା ପ୍ରଶାସନ [8, 1618, 161, 1664]
article-dola: ବର୍ଣ୍ଣପାଳ,୨୭।୨(ସୁରେଶ ସାହୁ) ବର୍ଣ୍ଣପାଳ ଗ୍ରାମ ଦୋଳ ମଣ୍ଡପ ଅନୁକୂଳରେ ଶ୍ରୀ ରାଧାକୃଷ୍ଣଙ୍କ ଦୋଳ ଯାତ୍ରା ଅନୁଷ୍ଠିତ ହୋଇଯାଇଛି। ଏହି ଉପଲକ୍ଷେ ଗ୍ରାମର ବିଭିନ୍ନ ସାହିରେ ଦୋଳ ପରିକ୍ରମା କରାଯାଇଥିଲା। [430, 701, 668, 1072]
photo-durga-ritual [8, 372, 417, 608]
branch-name: ସାଲେପୁର ଶାଖା, ମୋ: ୭୦୨୦୦୮୯୨୨୯ / [778, 1540, 941, 1553]
headline-dola: ଶ୍ରୀମଦନମୋହନଙ୍କ ଦୋଳ ପରିକ୍ରମା [430, 649, 633, 695]
borrower-details: ଋଣଗ୍ରହୀତା: ମେସର୍ସ ପରିଡା ଟ୍ରେଡର୍ସ, ସ୍ୱତ୍ୱାଧିକାରୀ: ଶ୍ରୀ ଅଶୋକ କୁମାର ପରିଡା, ପିତା: ଶ୍ରୀ କୁଳମଣି ପରିଡା / ଅଂଶୀଦାରମାନେ: ୧) ଶ୍ରୀ ଅଶୋକ କୁମାର ପରିଡା, ୨) ଶ୍ରୀମତୀ ପ୍ରଭାତି ପରିଡା, ସମସ୍ତଙ୍କ ଠିକଣା- ସା: ମଧୁପୁର, ପୋ: ଅଲଣାହାଟ, ଥାନା: ନାଉଗାଁ, ଜିଲ୍ଲା: ଜଗତସିଂହପୁର, ଓଡ଼ିଶା-୭୫୪୧୦୭ / ବକେୟା ରାଶି: ତା.୩୦.୧୧.୨୦୨୫ରିଖ ସୁଦ୍ଧା ଟ.୧୬,୨୩,୪୪୩.୧୪ + ତତ୍ପରବର୍ତ୍ତୀ ସୁଧ, ଆଇନଗତ ଦେୟ ଏବଂ ଖର୍ଚ୍ଚ [778, 1431, 1021, 1535]
article-truck: ବର୍ଣ୍ଣପାଳ/ପାଲଲହଡ଼ା,୨୭।୨(ସୁରେଶ ସାହୁ) ଅନୁଗୋଳ ଜିଲା ରେ ଜାତୀୟ ରାଜପଥରେ ଟ୍ରକ ଧକ୍କାରେ ଜଣେ ବାଇକ ଆରୋହୀଙ୍କ ଘଟଣାସ୍ଥଳରେ ମୃତ୍ୟୁ ହୋଇଯାଇଛି। ପୋଲିସ ଶବ ଜବତ କରି ବ୍ୟବଚ୍ଛେଦ ପାଇଁ ପଠାଇଛି। [8, 1305, 207, 1606]
reserve-price: ଟ.୩୦,୫୦,୦୦୦/- / ଟ.୩,୦୫,୦୦୦/- / ଟ.୩୦,୫୦୦/- [1291, 1538, 1379, 1608]
auction-row: ୧. ଅରିଲୋ ଶାଖା, ମୋ: ୯୬୫୮୧୬୨୧୮୨ / ଋଣଗ୍ରହୀତା: ମେସର୍ସ ପରିଡା ଟ୍ରେଡର୍ସ, ସ୍ୱତ୍ୱାଧିକାରୀ: ଶ୍ରୀ ଅଶୋକ କୁମାର ପରିଡା, ପିତା: ଶ୍ରୀ କୁଳମଣି ପରିଡା / ଅଂଶୀଦାରମାନେ: ୧) ଶ୍ରୀ ଅଶୋକ କୁମାର ପରିଡା, ୨) ଶ୍ରୀମତୀ ପ୍ରଭାତି ପରିଡା, ସମସ୍ତଙ୍କ ଠିକଣା- ସା: ମଧୁପୁର, ପୋ: ଅଲଣାହାଟ, ଥାନା: ନାଉଗାଁ, ଜିଲ୍ଲା: ଜଗତସିଂହପୁର, ଓଡ଼ିଶା-୭୫୪୧୦୭ / ବକେୟା ରାଶି: ତା.୩୦.୧୧.୨୦୨୫ରିଖ ସୁଦ୍ଧା ଟ.୧୬,୨୩,୪୪୩.୧୪ + ତତ୍ପରବର୍ତ୍ତୀ ସୁଧ, ଆଇନଗତ ଦେୟ ଏବଂ ଖର୍ଚ୍ଚ ଶ୍ରୀ ଅଶୋକ କୁମାର ପରିଡା ଏବଂ ଶ୍ରୀମତୀ ପ୍ରଭାତି ପରିଡାଙ୍କ ନାମରେ ଥିବା ଜମି ଏବଂ ଗୃହର ସମସ୍ତ ଅଂଶବିଶେଷ ଯାହାର ପ୍ଲଟ୍ ନଂ.: ୧୧୪୮, ରେଭିନ୍ୟୁ ଖାତା ନଂ.: ୪୪୯/୯୦, ମୌଜା: ମଧୁପୁର, ଥାନା ନଂ.: ୧୩, ତହସିଲ ନଂ.: ୧୨, ନାଉଗାଁ, ଜିଲ୍ଲା: ଜଗତସିଂହପୁର, ଓଡ଼ିଶା, କ୍ଷେତ୍ର: ଏକର୦.୦୭ ଡିସିମିଲି ଟ.୧୩,୮୫,୧୦୦/- / ଟ.୧,୩୮,୫୧୦/- / ଟ.୧୩,୮୫୧/- ପେମେଣ୍ଟ ଗେଟ୍‌ୱେ ମାଧ୍ୟମରେ ଅମାନତ ରାଶି ପୈଠ କରନ୍ତୁ ଏବଂ ଚଲାଣ ଜେନେରେଟ୍ କରି ମଧ୍ୟ ପୈଠ କରନ୍ତୁ [747, 1416, 1471, 1538]
headline-police: ୭୮ ପୋଲିସ କର୍ମଚାରୀଙ୍କ ସ୍ୱାସ୍ଥ୍ୟ ପରୀକ୍ଷା [8, 645, 327, 724]
photo-police-health-camp [8, 730, 417, 870]
auction-row: ୨. ସାଲେପୁର ଶାଖା, ମୋ: ୭୦୨୦୦୮୯୨୨୯ / ଋଣଗ୍ରହୀତା: ଶ୍ରୀ ଅଲେଖ ମଲ୍ଲିକ, ପିତା: ଶ୍ରୀ ମଧୁସୂଦନ ମଲ୍ଲିକ, ସା: ଲେକ୍ଷମୀପୁର, ପୋ: ସାଲେପୁର, ଜିଲ୍ଲା: କଟକ-୭୫୪୨୦୨ / ବକେୟା ରାଶି: ତା.୩୦.୧୧.୨୦୨୫ରିଖ ସୁଦ୍ଧା ଟ.୭,୬୫,୩୮୯.୩୮ + ତତ୍ପରବର୍ତ୍ତୀ ସୁଧ ଶ୍ରୀ ଅଲେଖ ମଲ୍ଲିକଙ୍କ ନାମରେ ଥିବା ଜମି ଏବଂ ଗୃହର ସମସ୍ତ ଅଂଶବିଶେଷ, ମୌଜା: ଲକ୍ଷ୍ମୀପୁର, ଜିଲ୍ଲା: କଟକ ଟ.୩୦,୫୦,୦୦୦/- / ଟ.୩,୦୫,୦୦୦/- / ଟ.୩୦,୫୦୦/- ପେମେଣ୍ଟ ଗେଟ୍‌ୱେ ମାଧ୍ୟମରେ ଅମାନତ ରାଶି ପୈଠ କରନ୍ତୁ [747, 1538, 1471, 1608]
headline-radha: ରାଧାକୃଷ୍ଣଙ୍କ ମେଳଣ ଯାତ୍ରା ପାଇଁ ପ୍ରସ୍ତୁତି ବୈଠକ [218, 1197, 682, 1279]
photo-eviction-demolition [192, 2040, 502, 2200]
headline-legal: ବ୍ଲକସ୍ତରୀୟ ଆଇନ ସଚେତନତା କାର୍ଯ୍ୟକ୍ରମ [430, 101, 949, 234]
reserve-price: ଟ.୧୭,୫୫,୦୦୦/- / ଟ.୧,୭୫,୫୦୦/- / ଟ.୧୭,୫୫୦/- [1291, 1678, 1379, 1735]
reserve-price: ଟ.୨୪,୫୦,୦୦୦/- / ଟ.୨,୪୫,୦୦୦/- / ଟ.୨୪,୫୦୦/- [1291, 1608, 1379, 1678]
page-number: ୫ [1405, 10, 1435, 66]
caption-durga: ଦୁର୍ଗା ମନ୍ଦିର ପ୍ରତିଷ୍ଠା ଉତ୍ସବ ଅବସରରେ କର୍ମକାଣ୍ଡ। [87, 611, 338, 625]
indian-bank-notice: इंडियन बैंक Indian Bank ALLAHABAD ZONAL OFFICE, BERHAMPUR (ODISHA) Plot No. 704/7172 & 704/7174, 1st Floor Sri Krishna Vihar Chowk, Main Road Ambapua, Berhampur, Odisha-760011 NOTICE Notice is hereby given to Shri Pujari Sudhir Kumar, S/o- Pujari Ramana, R/O- 4th Lane, Gola Sahi, New Colony, Natraj Medical, Rayagada (Odisha), Permanent address as recorded, presently posted as Customer service associate at Indian Bank, New Colony, near P S R Cinema, Rayagada, Odisha-765001 was on unauthorised absence since 04.08.2025. Final Notice dated 13.01.2026 has been issued but could not be delivered to him as he was not available to receive the same. Shri Pujari Sudhir Kumar is hereby notified that, he may call at Indian Bank, Zonal Office, Shri Krishna Vihar Chowk, Ambapua, Berhampur, Phone No.- 0680-2404016 to receive the final notice. Shri Pujari Sudhir Kumar is also informed that, his written statement should be submitted on or before 7 days from the date of this publication. No further extension of time is permitted. If reply from Shri Pujari Sudhir Kumar is not received within specified time it is deemed that, he has voluntarily left the service of the Bank and vacated his employment in the bank as per the term of clause 33 of VIII Bipartite settlement dated 02.06.2005. Zonal Manager Indian Bank, Zonal Office, Berhampur, Odisha [1107, 500, 1473, 837]
court-summon-notice: IN THE COURT OF 4th ADDL. SENIOR CIVIL JUDGE, CUTTACK CIVIL SUIT NO.III 468/2018 INDIAN OVERSEAS BANK, MATAMATHA, CUTTACK .....APPELLANT Vrs. Anuari Bibi .....DEFENDANT Defendant- Anuari Bibi, aged 36, W/o- Abid Khan, At- Resident of Uttamapur, P.O.- Kazipatna, City/Dist.- Cuttack-753011. Mob-8908446452. SUMMON BY PAPER PUBLICATION (Under Order-5, Rule-20(1-A) of the Code of Civil Procedure) Take notice that the plaintiff has instituted the above suit before the Hon'ble Court for a decree of Rs.1,01,208/- with interest against the defendant along with other relief. The above mentioned defendant is therefore, directed to appear before this Hon'ble Court in person or through Counsel or duly authorized agent, in support of your defence to show cause within 30 days from the publication or on 23.03.2026 at 10.30 A.M. as to why reliefs prayed for should not be granted. Take notice that in case of default, the suit will be heard and determined in your absence. Given under my hand seal of the Hon'ble Secretary on the 24.02.2026. Sd/- Sr. Civil Judge, 4th Addl., Cuttack [1107, 845, 1473, 1180]
registration-marks [0, 2348, 1477, 2370]
deposit-account: ପେମେଣ୍ଟ ଗେଟ୍‌ୱେ ମାଧ୍ୟମରେ ଅମାନତ ରାଶି ପୈଠ କରନ୍ତୁ [1379, 1538, 1471, 1608]
branch-name: ଅରିଲୋ ଶାଖା, ମୋ: ୯୬୫୮୧୬୨୧୮୨ / [778, 1418, 929, 1431]
photo-union-victory [396, 1504, 738, 1724]
property-details: ଶ୍ରୀ ଅଲେଖ ମଲ୍ଲିକଙ୍କ ନାମରେ ଥିବା ଜମି ଏବଂ ଗୃହର ସମସ୍ତ ଅଂଶବିଶେଷ, ମୌଜା: ଲକ୍ଷ୍ମୀପୁର, ଜିଲ୍ଲା: କଟକ [1025, 1538, 1291, 1608]
stage-banner: (Block Level Legal Awareness Programme) [641, 249, 911, 261]
auction-row: ୪. କଟକ ସେଲ୍‌ସ ଶାଖା, ମୋ: ୭୫୦୪୪୭୯୦୦୦ / ଋଣଗ୍ରହୀତା: ୧) ଶ୍ରୀ ସୁକାନ୍ତ ଦାସ, ୨) ଶ୍ରୀମତୀ ସାଗରିକା ଦାସ / ବକେୟା ରାଶି: ତା.୩୧.୦୭.୨୦୨୫ରିଖ ସୁଦ୍ଧା ଟ.୩୧,୧୯,୬୫୫.୧୫ + ତତ୍ପରବର୍ତ୍ତୀ ସୁଧ ଫ୍ଲାଟ୍ ଯାହାର ସମସ୍ତ ଅଂଶବିଶେଷ, ଜିଲ୍ଲା: କଟକ ଟ.୧୭,୫୫,୦୦୦/- / ଟ.୧,୭୫,୫୦୦/- / ଟ.୧୭,୫୫୦/- ପେମେଣ୍ଟ ଗେଟ୍‌ୱେ ମାଧ୍ୟମରେ ଅମାନତ ରାଶି ପୈଠ କରନ୍ତୁ [747, 1678, 1471, 1735]
dateline-date: ୨୮ ଫେବୃଆରୀ, ୨୦୨୬ [150, 44, 296, 64]
branch-name: ମହାବୀର ବଜାର କେନ୍ଦ୍ରାପଡ଼ା ଶାଖା, ମୋ: ୯୮୫୮୦୭୧୫୮୨ / [778, 1737, 1014, 1750]
headline-durga: ଦୁର୍ଗା ମନ୍ଦିରର ପ୍ରତିଷ୍ଠା ଉତ୍ସବ ପାଳିତ [8, 101, 332, 183]
article-alu: ବର୍ଣ୍ଣପାଳ,୨୭।୨(ସୁରେଶ ସାହୁ) ଅନୁଗୋଳ ଜିଲା ନାଲକୋ ସ୍ମେଲଟର ପ୍ଲାଣ୍ଟରେ ଶ୍ରମିକଙ୍କ ୨ୟ ବାର୍ଷିକ ନିର୍ବାଚନରେ ଆଲୁମିନିୟମ ମଜଦୁର ସଂଘ ବିଜୟୀ ହୋଇଛି। ସଂଘ ସମର୍ଥକମାନେ ବିଜୟ ଉତ୍ସବ ପାଳନ କରିଥିଲେ। [218, 1507, 390, 1673]
dateline-place: ଭୁବନେଶ୍ୱର, ଶନିବାର, [150, 14, 306, 34]
deposit-account: ପେମେଣ୍ଟ ଗେଟ୍‌ୱେ ମାଧ୍ୟମରେ ଅମାନତ ରାଶି ପୈଠ କରନ୍ତୁ [1379, 1678, 1471, 1735]
photo-legal-awareness [430, 240, 1094, 425]
headline-nisha: ନିଶାଠାରୁ ଦୂରେଇ ରହିବାକୁ ଛାତ୍ରୀଛାତ୍ରଙ୍କୁ ପରାମର୍ଶ [683, 650, 1077, 745]
notice-title: NOTICE [1109, 560, 1471, 576]
property-details: ଶ୍ରୀ ଅମିୟ କୁମାର ଦାସଙ୍କ ନାମରେ ଥିବା ଜମି ଏବଂ ଗୃହର ସମସ୍ତ ଅଂଶବିଶେଷ, ଜିଲ୍ଲା: ଜଗତସିଂହପୁର [1025, 1608, 1291, 1678]
deposit-account: ପେମେଣ୍ଟ ଗେଟ୍‌ୱେ ମାଧ୍ୟମରେ ଅମାନତ ରାଶି ପୈଠ କରନ୍ତୁ ଏବଂ ଚଲାଣ ଜେନେରେଟ୍ କରି ମଧ୍ୟ ପୈଠ କରନ୍ତୁ [1379, 1416, 1471, 1538]
borrower-details: ଋଣଗ୍ରହୀତା: ଶ୍ରୀ ଅମିୟ କୁମାର ଦାସ, ପିତା: ଶ୍ରୀ ରମେଶ ଚନ୍ଦ୍ର ଦାସ, ଜିଲ୍ଲା: ଜଗତସିଂହପୁର / ବକେୟା ରାଶି: ତା.୩୦.୧୧.୨୦୨୫ରିଖ ସୁଦ୍ଧା ଟ.୭,୩୬,୪୪୭.୩୦ + ତତ୍ପରବର୍ତ୍ତୀ ସୁଧ [778, 1623, 1010, 1675]
headline-jabar: ଜବରଦଖଲ ଉଚ୍ଛେଦବେଳେ ଉତ୍ତେଜନା [8, 1915, 536, 2034]
caption-police: ସ୍ୱାସ୍ଥ୍ୟ ପରୀକ୍ଷା ଶିବିରରେ ପୋଲିସ କର୍ମଚାରୀଙ୍କ ସ୍ୱାସ୍ଥ୍ୟ ପରୀକ୍ଷା କରାଯାଉଛି। [34, 873, 391, 888]
property-details: ଶ୍ରୀ ଅଶୋକ କୁମାର ପରିଡା ଏବଂ ଶ୍ରୀମତୀ ପ୍ରଭାତି ପରିଡାଙ୍କ ନାମରେ ଥିବା ଜମି ଏବଂ ଗୃହର ସମସ୍ତ ଅଂଶବିଶେଷ ଯାହାର ପ୍ଲଟ୍ ନଂ.: ୧୧୪୮, ରେଭିନ୍ୟୁ ଖାତା ନଂ.: ୪୪୯/୯୦, ମୌଜା: ମଧୁପୁର, ଥାନା ନଂ.: ୧୩, ତହସିଲ ନଂ.: ୧୨, ନାଉଗାଁ, ଜିଲ୍ଲା: ଜଗତସିଂହପୁର, ଓଡ଼ିଶା, କ୍ଷେତ୍ର: ଏକର୦.୦୭ ଡିସିମିଲି [1025, 1416, 1291, 1538]
article-radha: ବଲ୍ଲା,୨୭।୨(ଭୁଜିତ ସାହୁ) ଅନୁଗୋଳ ଜିଲା ରେ ଶ୍ରୀ ରାଧାକୃଷ୍ଣଙ୍କ ମେଳଣ ଯାତ୍ରା ପାଇଁ ସାଂସ୍କୃତିକ ମଣ୍ଡପରେ ପ୍ରସ୍ତୁତି ବୈଠକ ଅନୁଷ୍ଠିତ ହୋଇଯାଇଛି। ମେଳଣ ଯାତ୍ରାକୁ ସୁରୁଖୁରୁରେ ପରିଚାଳନା ପାଇଁ ନିଷ୍ପତ୍ତି ନିଆଯାଇଥିଲା। [218, 1285, 738, 1439]
deposit-account: ପେମେଣ୍ଟ ଗେଟ୍‌ୱେ ମାଧ୍ୟମରେ ଅମାନତ ରାଶି ପୈଠ କରନ୍ତୁ [1379, 1735, 1471, 1805]
union-bank-emblem-icon [817, 1218, 839, 1246]
auction-title: ଇ-ନିଲାମ ବିକ୍ରୟ ବିଜ୍ଞପ୍ତି [1341, 1200, 1471, 1264]
article-soldier: ବଲ୍ଲା,୨୭।୨(ପରିଚିତ ସାହୁ) ଅନୁଗୋଳ ଜିଲା କିଶୋରନଗର ବ୍ଲକ ଅନ୍ତର୍ଗତ ଗ୍ରାମର ଅବସରପ୍ରାପ୍ତ ସୈନିକ ସୁଧାକର ପ୍ରଧାନ (୬୦)ଙ୍କ ଗୁରୁବାର ରାତିରେ ହୃଦଘାତରେ ପରଲୋକ ହୋଇଯାଇଛି। ସେ ୧୯୮୮ ମସିହାରେ ସେନାରେ ଯୋଗଦେଇ ୨୦୦୬ରେ ଅବସର ନେଇଥିଲେ। [1107, 181, 1295, 367]
property-details: ଫ୍ଲାଟ୍ ଯାହାର ସମସ୍ତ ଅଂଶବିଶେଷ, ଜିଲ୍ଲା: କଟକ [1025, 1678, 1291, 1735]
auction-website-link[interactable]: https://baanknet.com & https://www.unionbankofindia.bank.in/auction-property/view-auction-property.aspx ଦେଖନ୍ତୁ। [829, 1925, 1388, 1938]
deposit-account: ପେମେଣ୍ଟ ଗେଟ୍‌ୱେ ମାଧ୍ୟମରେ ଅମାନତ ରାଶି ପୈଠ କରନ୍ତୁ [1379, 1608, 1471, 1678]
indian-bank-logo: इंडियन बैंक Indian Bank ALLAHABAD [1109, 502, 1227, 558]
auction-row: ୫. ମହାବୀର ବଜାର କେନ୍ଦ୍ରାପଡ଼ା ଶାଖା, ମୋ: ୯୮୫୮୦୭୧୫୮୨ / ଋଣଗ୍ରହୀତା: ଶ୍ରୀ ବିକାଶ ରାଉତ, ପିତା: ଶ୍ରୀ ରାମ ଚନ୍ଦ୍ର ରାଉତ, ଜିଲ୍ଲା: କେନ୍ଦ୍ରାପଡ଼ା / ବକେୟା ରାଶି: ତା.୩୦.୦୯.୨୦୨୫ରିଖ ସୁଦ୍ଧା ଟ.୧୨,୭୫,୫୭୯.୩୬ + ତତ୍ପରବର୍ତ୍ତୀ ସୁଧ ଶ୍ରୀ ରାମ ଚନ୍ଦ୍ର ରାଉତଙ୍କ ନାମରେ ଥିବା ଜମି ଏବଂ ଗୃହର ସମସ୍ତ ଅଂଶବିଶେଷ ଟ.୩୦,୪୫,୦୦୦/- / ଟ.୩,୦୪,୫୦୦/- / ଟ.୩୦,୪୫୦/- ପେମେଣ୍ଟ ଗେଟ୍‌ୱେ ମାଧ୍ୟମରେ ଅମାନତ ରାଶି ପୈଠ କରନ୍ତୁ [747, 1735, 1471, 1805]
headline-soldier: ଅବସରପ୍ରାପ୍ତ ସୈନିକଙ୍କ ପରଲୋକ [1107, 100, 1419, 171]
borrower-details: ଋଣଗ୍ରହୀତା: ଶ୍ରୀ ବିକାଶ ରାଉତ, ପିତା: ଶ୍ରୀ ରାମ ଚନ୍ଦ୍ର ରାଉତ, ଜିଲ୍ଲା: କେନ୍ଦ୍ରାପଡ଼ା / ବକେୟା ରାଶି: ତା.୩୦.୦୯.୨୦୨୫ରିଖ ସୁଦ୍ଧା ଟ.୧୨,୭୫,୫୭୯.୩୬ + ତତ୍ପରବର୍ତ୍ତୀ ସୁଧ [778, 1750, 1003, 1802]
borrower-details: ଋଣଗ୍ରହୀତା: ଶ୍ରୀ ଅଲେଖ ମଲ୍ଲିକ, ପିତା: ଶ୍ରୀ ମଧୁସୂଦନ ମଲ୍ଲିକ, ସା: ଲେକ୍ଷମୀପୁର, ପୋ: ସାଲେପୁର, ଜିଲ୍ଲା: କଟକ-୭୫୪୨୦୨ / ବକେୟା ରାଶି: ତା.୩୦.୧୧.୨୦୨୫ରିଖ ସୁଦ୍ଧା ଟ.୭,୬୫,୩୮୯.୩୮ + ତତ୍ପରବର୍ତ୍ତୀ ସୁଧ [778, 1553, 1011, 1605]
article-police: ପାଲଲହଡ଼ା,୨୭।୨(ବିଦ୍ୟାଧର ଦାସ) ଅନୁଗୋଳ ଜିଲା ଆରକ୍ଷୀ ଅଧୀକ୍ଷକଙ୍କ ନିର୍ଦ୍ଦେଶକ୍ରମେ ପାଲଲହଡ଼ା ଉପଖଣ୍ଡ ପୋଲିସ ଅଧିକାରୀଙ୍କ କାର୍ଯ୍ୟାଳୟରେ ପୋଲିସ କର୍ମଚାରୀଙ୍କ ସ୍ୱାସ୍ଥ୍ୟ ପରୀକ୍ଷା ଶିବିର ଅନୁଷ୍ଠିତ ହୋଇଯାଇଛି। [8, 894, 417, 1120]
reserve-price: ଟ.୩୦,୪୫,୦୦୦/- / ଟ.୩,୦୪,୫୦୦/- / ଟ.୩୦,୪୫୦/- [1291, 1735, 1379, 1805]
